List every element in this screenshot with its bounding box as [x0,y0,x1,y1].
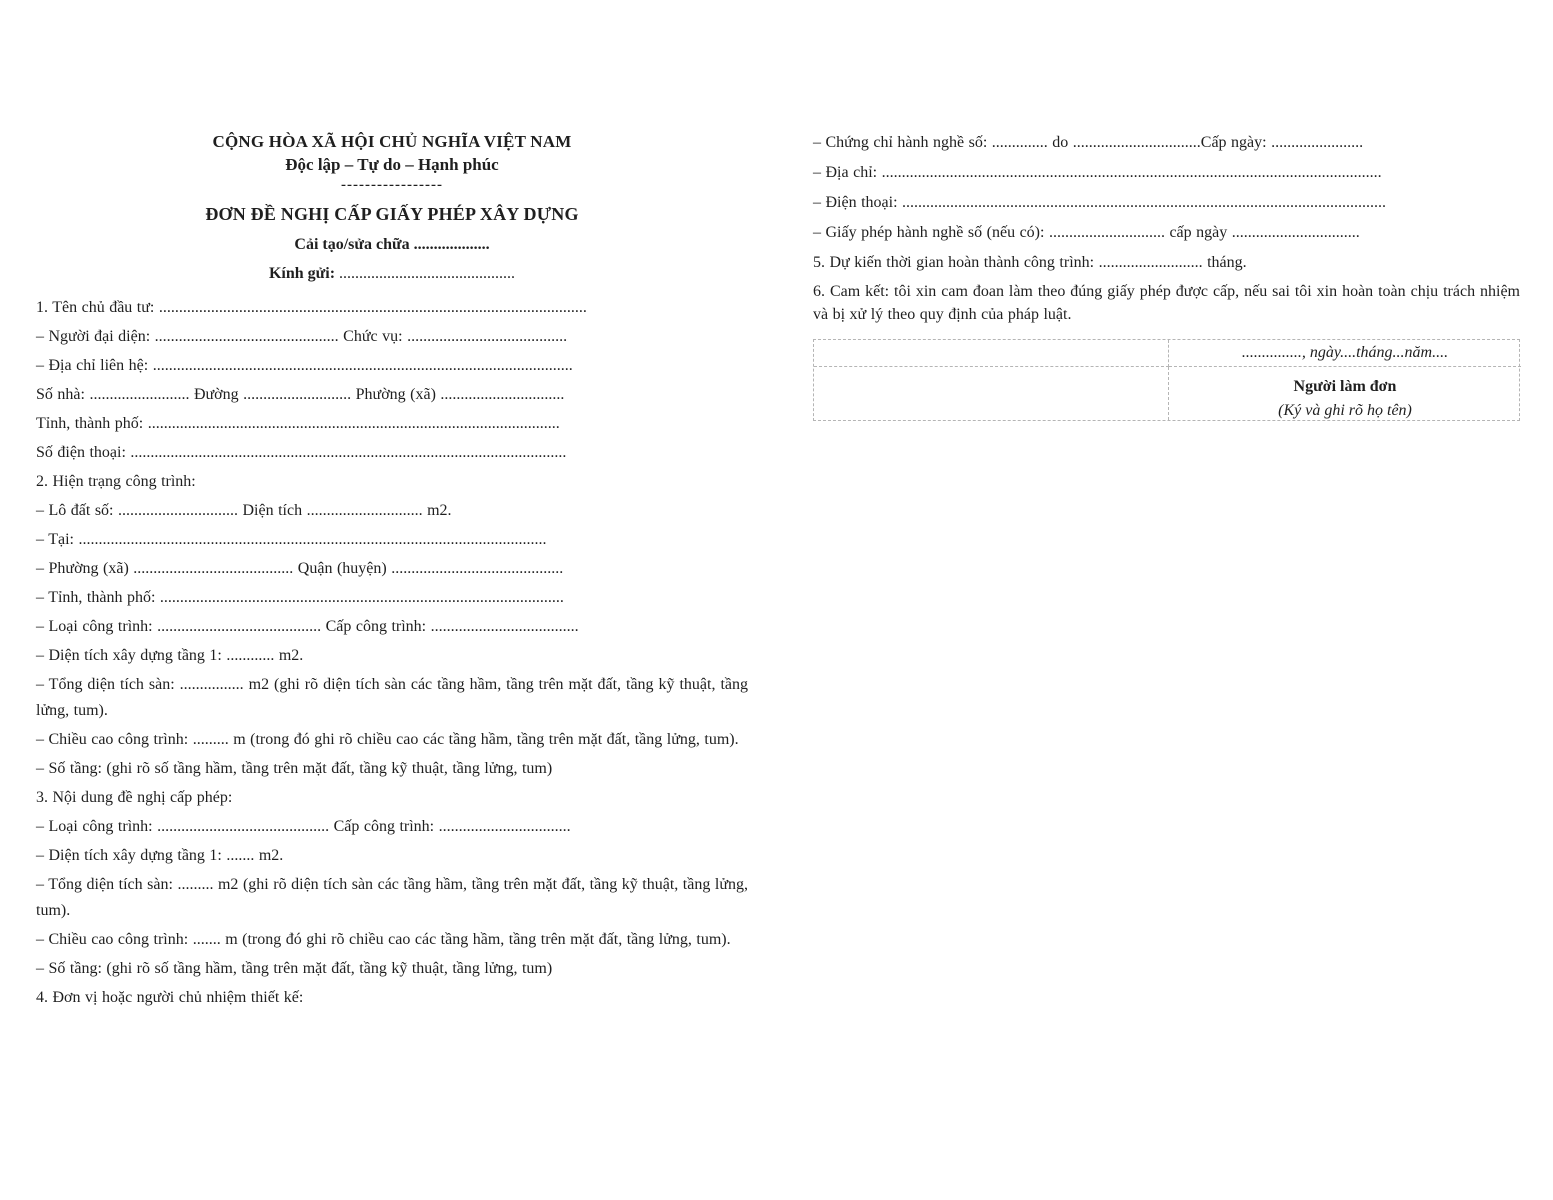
signature-date-line: ..............., ngày....tháng...năm.... [1241,344,1449,361]
form-line: 3. Nội dung đề nghị cấp phép: [36,789,233,806]
form-line: Tỉnh, thành phố: ....................................................................................................... [36,415,560,432]
signature-cell-maker [1169,367,1521,420]
recipient-line [36,261,748,287]
form-line: – Chiều cao công trình: ....... m (trong đó ghi rõ chiều cao các tầng hầm, tầng trên mặt đất, tầng lửng, tum). [36,931,731,948]
form-line: – Diện tích xây dựng tầng 1: ............ m2. [36,647,304,664]
signature-table [813,339,1520,421]
form-line: – Tỉnh, thành phố: ..................................................................................................... [36,589,564,606]
commitment-paragraph: 6. Cam kết: tôi xin cam đoan làm theo đúng giấy phép được cấp, nếu sai tôi xin hoàn toàn chịu trách nhiệm và bị xử lý theo quy định của pháp luật. [813,283,1520,323]
form-header [36,130,748,287]
form-line: – Tại: ..................................................................................................................... [36,531,547,548]
form-title: ĐƠN ĐỀ NGHỊ CẤP GIẤY PHÉP XÂY DỰNG [205,204,579,224]
form-line: – Địa chỉ: ............................................................................................................................. [813,164,1382,181]
signature-maker-note: (Ký và ghi rõ họ tên) [1278,402,1412,419]
form-line: 1. Tên chủ đầu tư: ........................................................................................................... [36,299,587,316]
form-line: – Điện thoại: ......................................................................................................................... [813,194,1387,211]
form-line: – Phường (xã) ........................................ Quận (huyện) ........................................... [36,560,564,577]
right-column [813,130,1520,421]
left-column [36,130,748,1014]
form-line: – Địa chỉ liên hệ: ......................................................................................................... [36,357,573,374]
form-line: – Người đại diện: .............................................. Chức vụ: ........................................ [36,328,568,345]
form-line: 5. Dự kiến thời gian hoàn thành công trình: .......................... tháng. [813,254,1247,271]
form-line: – Tổng diện tích sàn: ......... m2 (ghi rõ diện tích sàn các tầng hầm, tầng trên mặt đất, tầng kỹ thuật, tầng lửng, tum). [36,876,748,919]
form-line: – Loại công trình: ........................................... Cấp công trình: ................................. [36,818,571,835]
right-form-lines [813,130,1520,276]
signature-cell-empty-bottom [814,367,1169,420]
form-line: 2. Hiện trạng công trình: [36,473,196,490]
form-line: – Số tầng: (ghi rõ số tầng hầm, tầng trên mặt đất, tầng kỹ thuật, tầng lửng, tum) [36,760,553,777]
form-line: – Chứng chỉ hành nghề số: .............. do ................................Cấp ngày: ....................... [813,134,1364,151]
signature-cell-empty-top [814,340,1169,367]
national-title: CỘNG HÒA XÃ HỘI CHỦ NGHĨA VIỆT NAM [212,132,572,151]
signature-maker-title: Người làm đơn [1293,378,1397,395]
national-motto: Độc lập – Tự do – Hạnh phúc [285,155,499,174]
form-line: Số nhà: ......................... Đường ........................... Phường (xã) ............................... [36,386,565,403]
header-separator: ----------------- [341,177,443,193]
form-line: – Giấy phép hành nghề số (nếu có): ............................. cấp ngày ................................ [813,224,1360,241]
form-line: – Số tầng: (ghi rõ số tầng hầm, tầng trên mặt đất, tầng kỹ thuật, tầng lửng, tum) [36,960,553,977]
form-type-line: Cải tạo/sửa chữa ................... [294,236,490,253]
form-line: – Diện tích xây dựng tầng 1: ....... m2. [36,847,284,864]
form-line: – Tổng diện tích sàn: ................ m2 (ghi rõ diện tích sàn các tầng hầm, tầng trên mặt đất, tầng kỹ thuật, tầng lửng, tum). [36,676,748,719]
form-line: – Loại công trình: ......................................... Cấp công trình: ..................................... [36,618,579,635]
form-line: 4. Đơn vị hoặc người chủ nhiệm thiết kế: [36,989,304,1006]
recipient-dots: ............................................ [335,265,516,282]
form-line: – Chiều cao công trình: ......... m (trong đó ghi rõ chiều cao các tầng hầm, tầng trên mặt đất, tầng lửng, tum). [36,731,739,748]
signature-cell-date [1169,340,1521,367]
form-line: – Lô đất số: .............................. Diện tích ............................. m2. [36,502,452,519]
recipient-label: Kính gửi: [268,265,336,282]
form-line: Số điện thoại: ............................................................................................................. [36,444,567,461]
left-form-lines [36,295,748,1011]
